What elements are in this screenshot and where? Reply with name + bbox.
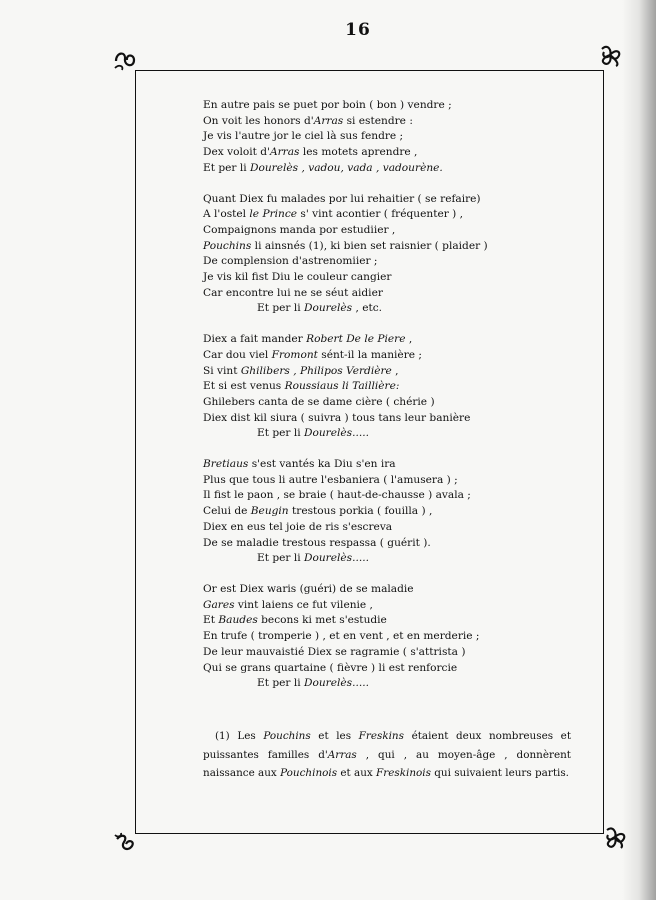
italic-text: Gares — [203, 598, 235, 611]
italic-text: Freskinois — [376, 767, 431, 779]
verse-line — [203, 332, 583, 348]
text-segment: Or est Diex waris (guéri) de se maladie — [203, 582, 414, 595]
text-segment: Plus que tous li autre l'esbaniera ( l'amusera ) ; — [203, 473, 458, 486]
text-segment: En autre pais se puet por boin ( bon ) vendre ; — [203, 99, 452, 111]
verse-line — [203, 488, 583, 504]
italic-text: Pouchinois — [280, 767, 338, 779]
italic-text: Arras — [327, 748, 357, 761]
text-segment: Il fist le paon , se braie ( haut-de-chausse ) avala ; — [203, 489, 471, 502]
italic-text: Roussiaus li Taillière: — [284, 380, 400, 393]
text-segment: Quant Diex fu malades por lui rehaitier ( se refaire) — [203, 192, 481, 205]
text-segment: Si vint — [203, 364, 241, 377]
text-segment: Ghilebers canta de se dame cière ( chérie ) — [203, 395, 435, 408]
refrain-line — [203, 676, 583, 692]
verse-line — [203, 457, 583, 473]
verse-line — [203, 379, 583, 395]
verse-line — [203, 348, 583, 364]
verse-line — [203, 645, 583, 661]
text-segment: Diex a fait mander — [203, 333, 307, 346]
italic-text: le Prince — [249, 208, 298, 221]
text-segment: becons ki met s'estudie — [257, 614, 387, 627]
text-segment: , — [391, 364, 399, 377]
verse-line — [203, 364, 583, 380]
text-segment: Et si est venus — [203, 380, 285, 393]
verse-line — [203, 411, 583, 427]
text-segment: Diex dist kil siura ( suivra ) tous tans leur banière — [203, 411, 471, 424]
italic-text: Dourelès — [303, 302, 353, 315]
verse-line — [203, 270, 583, 286]
verse-line — [203, 661, 583, 677]
text-segment: Et — [203, 614, 219, 627]
text-segment: (1) Les — [215, 730, 264, 742]
text-segment: , etc. — [352, 302, 383, 315]
italic-text: Fromont — [271, 348, 318, 361]
refrain-line — [203, 301, 583, 317]
verse-line — [203, 192, 583, 208]
italic-text: Pouchins — [203, 239, 252, 252]
text-segment: Car encontre lui ne se séut aidier — [203, 286, 383, 299]
verse-line — [203, 207, 583, 223]
verse-line — [203, 536, 583, 552]
page-edge-shadow — [622, 0, 656, 900]
text-segment: De complension d'astrenomiier ; — [203, 255, 378, 268]
stanza — [203, 582, 583, 692]
text-segment: et les — [310, 730, 359, 742]
text-segment: En trufe ( tromperie ) , et en vent , et en merderie ; — [203, 630, 480, 643]
text-segment: qui suivaient leurs partis. — [430, 767, 569, 779]
refrain-line — [203, 426, 583, 442]
text-segment: Dex voloit d' — [203, 146, 270, 159]
verse-line — [203, 161, 583, 177]
text-segment: Qui se grans quartaine ( fièvre ) li est renforcie — [203, 661, 458, 674]
verse-line — [203, 613, 583, 629]
italic-text: Ghilibers , Philipos Verdière — [240, 364, 392, 377]
stanza — [203, 192, 583, 318]
page-number: 16 — [345, 20, 371, 40]
poem-text — [203, 98, 583, 707]
text-segment: Et per li — [257, 677, 304, 690]
italic-text: Freskins — [358, 730, 404, 742]
text-segment: A l'ostel — [203, 208, 250, 221]
verse-line — [203, 239, 583, 255]
italic-text: Dourelès , vadou, vada , vadourène. — [249, 161, 443, 174]
text-segment: vint laiens ce fut vilenie , — [234, 598, 373, 611]
italic-text: Bretiaus — [203, 458, 249, 471]
verse-line — [203, 582, 583, 598]
text-segment: sént-il la manière ; — [317, 348, 422, 361]
verse-line — [203, 98, 583, 114]
verse-line — [203, 223, 583, 239]
refrain-line — [203, 551, 583, 567]
italic-text: Beugin — [250, 505, 289, 518]
text-segment: trestous porkia ( fouilla ) , — [288, 505, 433, 518]
flourish-ornament-icon — [598, 42, 624, 68]
text-segment: Et per li — [257, 302, 304, 315]
text-segment: Compaignons manda por estudiier , — [203, 223, 396, 236]
text-segment: li ainsnés (1), ki bien set raisnier ( plaider ) — [251, 239, 488, 252]
text-segment: les motets aprendre , — [299, 146, 418, 159]
text-segment: , qui , au moyen-âge , donnèrent naissance aux — [203, 748, 571, 779]
flourish-ornament-icon — [602, 824, 628, 850]
flourish-ornament-icon — [112, 48, 138, 74]
italic-text: Dourelès..... — [303, 677, 369, 690]
verse-line — [203, 129, 583, 145]
text-segment: Et per li — [257, 552, 304, 565]
verse-line — [203, 286, 583, 302]
stanza — [203, 457, 583, 567]
verse-line — [203, 473, 583, 489]
verse-line — [203, 395, 583, 411]
verse-line — [203, 629, 583, 645]
verse-line — [203, 598, 583, 614]
text-segment: Et per li — [257, 427, 304, 440]
text-segment: , — [405, 333, 413, 346]
text-segment: Celui de — [203, 505, 251, 518]
text-segment: Diex en eus tel joie de ris s'escreva — [203, 520, 393, 533]
text-segment: De leur mauvaistié Diex se ragramie ( s'attrista ) — [203, 645, 466, 658]
verse-line — [203, 254, 583, 270]
text-segment: De se maladie trestous respassa ( guérit ). — [203, 536, 431, 549]
text-segment: Et per li — [203, 161, 250, 174]
text-segment: s'est vantés ka Diu s'en ira — [248, 458, 396, 471]
text-segment: Je vis kil fist Diu le couleur cangier — [203, 271, 392, 284]
stanza — [203, 332, 583, 442]
italic-text: Dourelès..... — [303, 552, 369, 565]
text-segment: si estendre : — [343, 114, 413, 127]
text-segment: et aux — [337, 767, 377, 779]
footnote — [203, 727, 571, 783]
italic-text: Arras — [269, 146, 300, 159]
text-segment: Je vis l'autre jor le ciel là sus fendre ; — [203, 130, 404, 143]
verse-line — [203, 114, 583, 130]
flourish-ornament-icon — [112, 830, 138, 856]
italic-text: Dourelès..... — [303, 427, 369, 440]
text-segment: Car dou viel — [203, 348, 272, 361]
verse-line — [203, 504, 583, 520]
stanza — [203, 98, 583, 177]
text-segment: étaient deux nombreuses et puissantes familles d' — [203, 730, 571, 761]
italic-text: Arras — [313, 114, 344, 127]
italic-text: Robert De le Piere — [306, 333, 406, 346]
verse-line — [203, 145, 583, 161]
text-segment: On voit les honors d' — [203, 114, 314, 127]
text-segment: s' vint acontier ( fréquenter ) , — [297, 208, 464, 221]
verse-line — [203, 520, 583, 536]
italic-text: Baudes — [218, 614, 258, 627]
italic-text: Pouchins — [263, 730, 311, 742]
